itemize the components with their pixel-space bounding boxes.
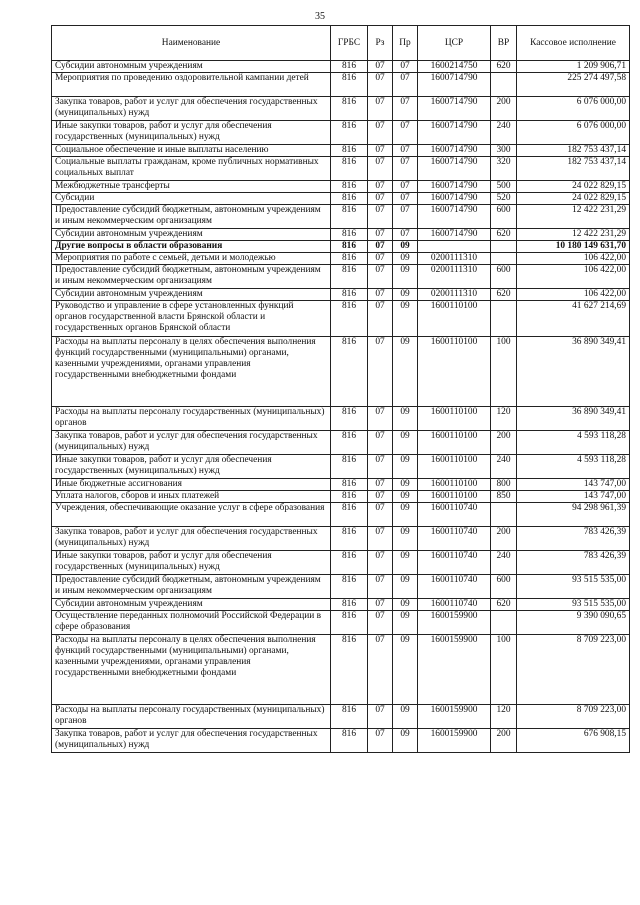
row-vr (491, 301, 517, 337)
row-csr: 1600159900 (418, 729, 491, 753)
row-name: Иные закупки товаров, работ и услуг для обеспечения государственных (муниципальных) нужд (52, 551, 331, 575)
row-csr: 0200111310 (418, 289, 491, 301)
row-csr: 1600110740 (418, 503, 491, 527)
row-pr: 07 (393, 157, 418, 181)
row-rz: 07 (368, 729, 393, 753)
table-row (52, 503, 630, 527)
row-rz: 07 (368, 599, 393, 611)
table-row (52, 229, 630, 241)
row-vr: 850 (491, 491, 517, 503)
table-row (52, 253, 630, 265)
row-vr: 620 (491, 599, 517, 611)
row-vr: 200 (491, 729, 517, 753)
row-grbs: 816 (331, 229, 368, 241)
table-row (52, 527, 630, 551)
row-pr: 07 (393, 73, 418, 97)
row-name: Предоставление субсидий бюджетным, автономным учреждениям и иным некоммерческим организациям (52, 265, 331, 289)
header-pr: Пр (393, 26, 418, 61)
row-amount: 12 422 231,29 (517, 205, 630, 229)
row-grbs: 816 (331, 407, 368, 431)
row-pr: 09 (393, 705, 418, 729)
row-name: Субсидии (52, 193, 331, 205)
row-grbs: 816 (331, 575, 368, 599)
row-grbs: 816 (331, 193, 368, 205)
row-rz: 07 (368, 241, 393, 253)
row-name: Учреждения, обеспечивающие оказание услуг в сфере образования (52, 503, 331, 527)
table-row (52, 157, 630, 181)
row-name: Закупка товаров, работ и услуг для обеспечения государственных (муниципальных) нужд (52, 431, 331, 455)
row-csr: 1600110100 (418, 407, 491, 431)
row-rz: 07 (368, 61, 393, 73)
row-csr: 1600110100 (418, 337, 491, 407)
row-amount: 94 298 961,39 (517, 503, 630, 527)
row-pr: 09 (393, 611, 418, 635)
row-csr: 1600110740 (418, 599, 491, 611)
row-grbs: 816 (331, 301, 368, 337)
row-csr: 1600110740 (418, 575, 491, 599)
row-rz: 07 (368, 337, 393, 407)
header-amount: Кассовое исполнение (517, 26, 630, 61)
header-vr: ВР (491, 26, 517, 61)
row-pr: 07 (393, 205, 418, 229)
row-grbs: 816 (331, 491, 368, 503)
row-rz: 07 (368, 265, 393, 289)
row-grbs: 816 (331, 205, 368, 229)
table-row (52, 181, 630, 193)
row-rz: 07 (368, 181, 393, 193)
row-amount: 24 022 829,15 (517, 181, 630, 193)
row-name: Предоставление субсидий бюджетным, автономным учреждениям и иным некоммерческим организациям (52, 205, 331, 229)
row-name: Субсидии автономным учреждениям (52, 229, 331, 241)
row-csr: 1600714790 (418, 73, 491, 97)
row-pr: 07 (393, 229, 418, 241)
page-number: 35 (315, 11, 325, 22)
row-vr (491, 73, 517, 97)
row-name: Осуществление переданных полномочий Российской Федерации в сфере образования (52, 611, 331, 635)
table-row (52, 407, 630, 431)
row-rz: 07 (368, 491, 393, 503)
row-amount: 8 709 223,00 (517, 635, 630, 705)
row-grbs: 816 (331, 527, 368, 551)
row-rz: 07 (368, 205, 393, 229)
table-row (52, 289, 630, 301)
row-csr: 1600110100 (418, 431, 491, 455)
table-body (52, 61, 630, 753)
row-vr: 200 (491, 97, 517, 121)
row-grbs: 816 (331, 73, 368, 97)
row-amount: 36 890 349,41 (517, 407, 630, 431)
row-grbs: 816 (331, 157, 368, 181)
row-vr: 800 (491, 479, 517, 491)
table-row (52, 241, 630, 253)
table-row (52, 611, 630, 635)
row-vr: 620 (491, 289, 517, 301)
row-csr: 1600714790 (418, 157, 491, 181)
row-csr: 1600714790 (418, 97, 491, 121)
row-vr: 320 (491, 157, 517, 181)
row-amount: 93 515 535,00 (517, 575, 630, 599)
row-pr: 09 (393, 241, 418, 253)
row-amount: 182 753 437,14 (517, 157, 630, 181)
table-row (52, 705, 630, 729)
row-vr: 200 (491, 527, 517, 551)
row-name: Закупка товаров, работ и услуг для обеспечения государственных (муниципальных) нужд (52, 97, 331, 121)
row-name: Другие вопросы в области образования (52, 241, 331, 253)
row-rz: 07 (368, 407, 393, 431)
row-csr: 1600110100 (418, 491, 491, 503)
row-name: Межбюджетные трансферты (52, 181, 331, 193)
row-amount: 41 627 214,69 (517, 301, 630, 337)
header-grbs: ГРБС (331, 26, 368, 61)
row-csr: 0200111310 (418, 253, 491, 265)
row-pr: 09 (393, 265, 418, 289)
row-csr: 1600714790 (418, 193, 491, 205)
row-rz: 07 (368, 73, 393, 97)
row-rz: 07 (368, 121, 393, 145)
row-amount: 36 890 349,41 (517, 337, 630, 407)
row-vr (491, 503, 517, 527)
table-row (52, 73, 630, 97)
row-vr: 100 (491, 337, 517, 407)
table-row (52, 145, 630, 157)
table-row (52, 61, 630, 73)
row-pr: 09 (393, 551, 418, 575)
row-pr: 09 (393, 431, 418, 455)
row-pr: 07 (393, 181, 418, 193)
row-amount: 783 426,39 (517, 527, 630, 551)
row-vr: 200 (491, 431, 517, 455)
row-pr: 09 (393, 301, 418, 337)
row-amount: 10 180 149 631,70 (517, 241, 630, 253)
table-row (52, 729, 630, 753)
row-pr: 09 (393, 479, 418, 491)
row-rz: 07 (368, 575, 393, 599)
row-grbs: 816 (331, 705, 368, 729)
row-csr: 1600159900 (418, 611, 491, 635)
row-vr (491, 253, 517, 265)
row-vr: 620 (491, 61, 517, 73)
row-grbs: 816 (331, 431, 368, 455)
table-row (52, 575, 630, 599)
table-row (52, 205, 630, 229)
row-amount: 143 747,00 (517, 491, 630, 503)
row-name: Субсидии автономным учреждениям (52, 61, 331, 73)
row-csr: 1600714790 (418, 181, 491, 193)
row-csr: 1600714790 (418, 121, 491, 145)
row-csr: 1600110740 (418, 551, 491, 575)
row-name: Мероприятия по проведению оздоровительной кампании детей (52, 73, 331, 97)
row-grbs: 816 (331, 61, 368, 73)
row-name: Иные закупки товаров, работ и услуг для обеспечения государственных (муниципальных) нужд (52, 455, 331, 479)
row-name: Расходы на выплаты персоналу государственных (муниципальных) органов (52, 705, 331, 729)
row-amount: 12 422 231,29 (517, 229, 630, 241)
row-rz: 07 (368, 97, 393, 121)
row-name: Закупка товаров, работ и услуг для обеспечения государственных (муниципальных) нужд (52, 527, 331, 551)
row-rz: 07 (368, 611, 393, 635)
row-name: Субсидии автономным учреждениям (52, 289, 331, 301)
row-rz: 07 (368, 455, 393, 479)
row-pr: 07 (393, 145, 418, 157)
row-rz: 07 (368, 527, 393, 551)
row-rz: 07 (368, 503, 393, 527)
row-grbs: 816 (331, 729, 368, 753)
row-name: Расходы на выплаты персоналу в целях обеспечения выполнения функций государственными (муниципальными) органами, казенными учреждениями, органами управления государственными внебюджетными фондами (52, 337, 331, 407)
row-name: Субсидии автономным учреждениям (52, 599, 331, 611)
row-rz: 07 (368, 479, 393, 491)
row-grbs: 816 (331, 181, 368, 193)
row-amount: 106 422,00 (517, 289, 630, 301)
row-amount: 4 593 118,28 (517, 431, 630, 455)
table-row (52, 455, 630, 479)
row-vr: 300 (491, 145, 517, 157)
row-grbs: 816 (331, 479, 368, 491)
row-vr (491, 611, 517, 635)
row-amount: 6 076 000,00 (517, 121, 630, 145)
row-grbs: 816 (331, 253, 368, 265)
row-vr: 120 (491, 705, 517, 729)
row-grbs: 816 (331, 121, 368, 145)
row-vr (491, 241, 517, 253)
row-vr: 620 (491, 229, 517, 241)
row-csr: 0200111310 (418, 265, 491, 289)
row-pr: 07 (393, 193, 418, 205)
row-rz: 07 (368, 431, 393, 455)
row-rz: 07 (368, 145, 393, 157)
row-csr (418, 241, 491, 253)
table-row (52, 193, 630, 205)
row-pr: 09 (393, 503, 418, 527)
row-amount: 6 076 000,00 (517, 97, 630, 121)
row-vr: 500 (491, 181, 517, 193)
table-row (52, 337, 630, 407)
row-rz: 07 (368, 705, 393, 729)
header-name: Наименование (52, 26, 331, 61)
row-amount: 143 747,00 (517, 479, 630, 491)
row-rz: 07 (368, 193, 393, 205)
row-amount: 225 274 497,58 (517, 73, 630, 97)
budget-execution-table (51, 25, 630, 753)
table-row (52, 301, 630, 337)
row-name: Иные бюджетные ассигнования (52, 479, 331, 491)
row-rz: 07 (368, 157, 393, 181)
row-pr: 07 (393, 121, 418, 145)
table-row (52, 431, 630, 455)
row-grbs: 816 (331, 145, 368, 157)
row-amount: 9 390 090,65 (517, 611, 630, 635)
row-grbs: 816 (331, 599, 368, 611)
row-name: Социальные выплаты гражданам, кроме публичных нормативных социальных выплат (52, 157, 331, 181)
row-name: Закупка товаров, работ и услуг для обеспечения государственных (муниципальных) нужд (52, 729, 331, 753)
row-pr: 09 (393, 337, 418, 407)
row-vr: 600 (491, 265, 517, 289)
table-row (52, 265, 630, 289)
row-rz: 07 (368, 635, 393, 705)
row-grbs: 816 (331, 551, 368, 575)
row-vr: 240 (491, 121, 517, 145)
table-row (52, 121, 630, 145)
row-amount: 1 209 906,71 (517, 61, 630, 73)
row-name: Руководство и управление в сфере установленных функций органов государственной власти Брянской области и государственных органов Брянской области (52, 301, 331, 337)
row-name: Иные закупки товаров, работ и услуг для обеспечения государственных (муниципальных) нужд (52, 121, 331, 145)
row-vr: 240 (491, 455, 517, 479)
row-csr: 1600110100 (418, 301, 491, 337)
row-amount: 8 709 223,00 (517, 705, 630, 729)
row-name: Расходы на выплаты персоналу государственных (муниципальных) органов (52, 407, 331, 431)
row-rz: 07 (368, 551, 393, 575)
row-grbs: 816 (331, 241, 368, 253)
row-vr: 240 (491, 551, 517, 575)
row-name: Уплата налогов, сборов и иных платежей (52, 491, 331, 503)
row-pr: 07 (393, 61, 418, 73)
row-csr: 1600159900 (418, 635, 491, 705)
row-csr: 1600110100 (418, 455, 491, 479)
row-amount: 106 422,00 (517, 253, 630, 265)
row-rz: 07 (368, 301, 393, 337)
row-grbs: 816 (331, 337, 368, 407)
row-amount: 783 426,39 (517, 551, 630, 575)
row-vr: 520 (491, 193, 517, 205)
row-pr: 09 (393, 455, 418, 479)
row-csr: 1600714790 (418, 145, 491, 157)
row-grbs: 816 (331, 265, 368, 289)
table-row (52, 635, 630, 705)
row-pr: 09 (393, 289, 418, 301)
row-csr: 1600110740 (418, 527, 491, 551)
table-row (52, 599, 630, 611)
row-grbs: 816 (331, 289, 368, 301)
header-row (52, 26, 630, 61)
row-csr: 1600714790 (418, 205, 491, 229)
row-name: Мероприятия по работе с семьей, детьми и молодежью (52, 253, 331, 265)
row-amount: 182 753 437,14 (517, 145, 630, 157)
row-csr: 1600714790 (418, 229, 491, 241)
row-name: Социальное обеспечение и иные выплаты населению (52, 145, 331, 157)
row-csr: 1600159900 (418, 705, 491, 729)
row-grbs: 816 (331, 455, 368, 479)
row-vr: 100 (491, 635, 517, 705)
table-row (52, 97, 630, 121)
row-pr: 09 (393, 575, 418, 599)
row-rz: 07 (368, 229, 393, 241)
table-row (52, 491, 630, 503)
row-csr: 1600110100 (418, 479, 491, 491)
table-row (52, 479, 630, 491)
row-grbs: 816 (331, 503, 368, 527)
row-pr: 09 (393, 635, 418, 705)
row-pr: 09 (393, 527, 418, 551)
row-amount: 4 593 118,28 (517, 455, 630, 479)
row-pr: 09 (393, 491, 418, 503)
row-grbs: 816 (331, 611, 368, 635)
row-rz: 07 (368, 253, 393, 265)
row-pr: 09 (393, 407, 418, 431)
row-grbs: 816 (331, 97, 368, 121)
row-grbs: 816 (331, 635, 368, 705)
row-amount: 676 908,15 (517, 729, 630, 753)
row-amount: 24 022 829,15 (517, 193, 630, 205)
header-csr: ЦСР (418, 26, 491, 61)
header-rz: Рз (368, 26, 393, 61)
row-vr: 120 (491, 407, 517, 431)
row-pr: 09 (393, 253, 418, 265)
row-pr: 09 (393, 729, 418, 753)
row-csr: 1600214750 (418, 61, 491, 73)
row-vr: 600 (491, 205, 517, 229)
row-name: Расходы на выплаты персоналу в целях обеспечения выполнения функций государственными (муниципальными) органами, казенными учреждениями, органами управления государственными внебюджетными фондами (52, 635, 331, 705)
table-row (52, 551, 630, 575)
row-pr: 07 (393, 97, 418, 121)
row-vr: 600 (491, 575, 517, 599)
row-amount: 106 422,00 (517, 265, 630, 289)
row-pr: 09 (393, 599, 418, 611)
row-rz: 07 (368, 289, 393, 301)
row-name: Предоставление субсидий бюджетным, автономным учреждениям и иным некоммерческим организациям (52, 575, 331, 599)
row-amount: 93 515 535,00 (517, 599, 630, 611)
